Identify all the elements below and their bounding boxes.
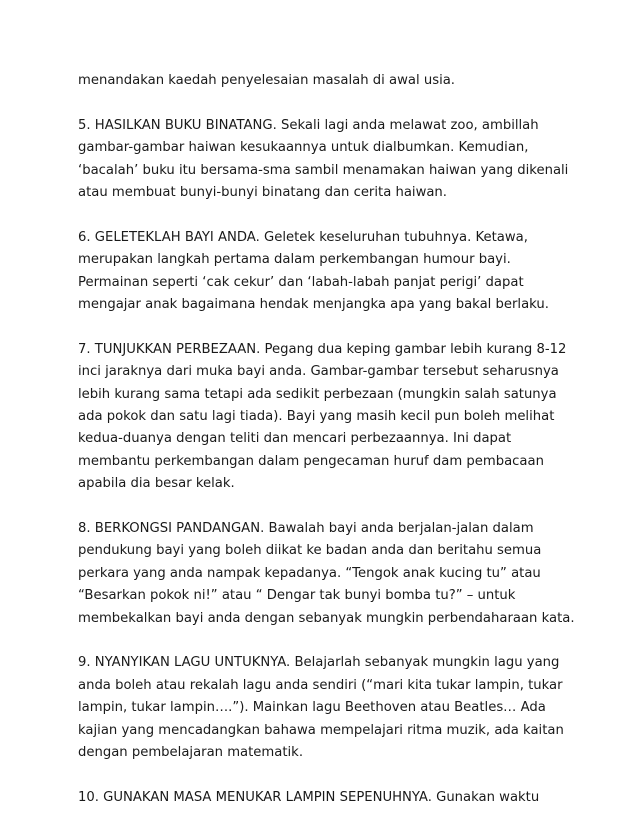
text-line: pendukung bayi yang boleh diikat ke badan anda dan beritahu semua — [78, 543, 542, 559]
text-line: dengan pembelajaran matematik. — [78, 745, 304, 761]
text-line: membekalkan bayi anda dengan sebanyak mungkin perbendaharaan kata. — [78, 610, 575, 626]
text-line: merupakan langkah pertama dalam perkembangan humour bayi. — [78, 252, 511, 268]
paragraph-tip-10 — [78, 787, 568, 809]
text-line: lampin, tukar lampin….”). Mainkan lagu Beethoven atau Beatles… Ada — [78, 700, 546, 716]
text-line: anda boleh atau rekalah lagu anda sendiri (“mari kita tukar lampin, tukar — [78, 677, 563, 693]
text-line: 8. BERKONGSI PANDANGAN. Bawalah bayi anda berjalan-jalan dalam — [78, 521, 534, 537]
text-line: lebih kurang sama tetapi ada sedikit perbezaan (mungkin salah satunya — [78, 386, 557, 402]
paragraph-tip-5 — [78, 115, 568, 205]
text-line: perkara yang anda nampak kepadanya. “Tengok anak kucing tu” atau — [78, 565, 541, 581]
text-line: ada pokok dan satu lagi tiada). Bayi yang masih kecil pun boleh melihat — [78, 409, 555, 425]
text-line: 6. GELETEKLAH BAYI ANDA. Geletek keseluruhan tubuhnya. Ketawa, — [78, 229, 528, 245]
paragraph-intro-fragment — [78, 70, 568, 92]
paragraph-tip-7 — [78, 339, 568, 496]
text-line: “Besarkan pokok ni!” atau “ Dengar tak bunyi bomba tu?” – untuk — [78, 588, 516, 604]
document-page — [78, 70, 575, 832]
paragraph-tip-9 — [78, 652, 568, 764]
paragraph-tip-6 — [78, 227, 568, 317]
text-line: Permainan seperti ‘cak cekur’ dan ‘labah-labah panjat perigi’ dapat — [78, 274, 524, 290]
text-line: membantu perkembangan dalam pengecaman huruf dam pembacaan — [78, 453, 544, 469]
text-line: ‘bacalah’ buku itu bersama-sma sambil menamakan haiwan yang dikenali — [78, 162, 569, 178]
paragraph-tip-8 — [78, 518, 575, 630]
text-line: 10. GUNAKAN MASA MENUKAR LAMPIN SEPENUHNYA. Gunakan waktu — [78, 789, 540, 805]
text-line: menandakan kaedah penyelesaian masalah di awal usia. — [78, 73, 456, 88]
text-line: 5. HASILKAN BUKU BINATANG. Sekali lagi anda melawat zoo, ambillah — [78, 117, 539, 133]
text-line: 7. TUNJUKKAN PERBEZAAN. Pegang dua keping gambar lebih kurang 8-12 — [78, 341, 567, 357]
text-line: inci jaraknya dari muka bayi anda. Gambar-gambar tersebut seharusnya — [78, 364, 559, 380]
text-line: kedua-duanya dengan teliti dan mencari perbezaannya. Ini dapat — [78, 431, 512, 447]
text-line: mengajar anak bagaimana hendak menjangka apa yang bakal berlaku. — [78, 297, 549, 313]
text-line: gambar-gambar haiwan kesukaannya untuk dialbumkan. Kemudian, — [78, 140, 529, 156]
text-line: 9. NYANYIKAN LAGU UNTUKNYA. Belajarlah sebanyak mungkin lagu yang — [78, 655, 560, 671]
text-line: apabila dia besar kelak. — [78, 476, 235, 492]
text-line: atau membuat bunyi-bunyi binatang dan cerita haiwan. — [78, 185, 447, 201]
text-line: kajian yang mencadangkan bahawa mempelajari ritma muzik, ada kaitan — [78, 722, 564, 738]
